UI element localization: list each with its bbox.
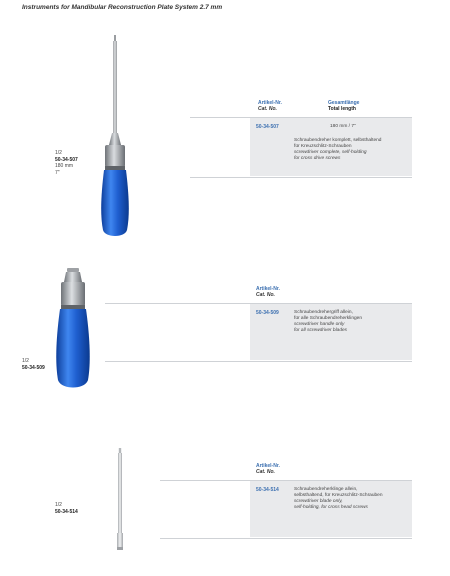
item-2-scale: 1/2 [22, 358, 29, 364]
item-3-desc-de-2: selbsthaltend, für Kreuzschlitz-Schrauben [294, 493, 383, 498]
item-3-bottom-line [160, 538, 412, 539]
item-3-scale: 1/2 [55, 502, 62, 508]
item-3-side-code: 50-34-514 [55, 508, 78, 515]
item-1-desc-en-2: for cross drive screws [294, 156, 341, 161]
item-1-side-length-mm: 180 mm [55, 163, 74, 169]
item-1-scale: 1/2 [55, 150, 62, 156]
article-header-de-3: Artikel-Nr. [256, 463, 280, 469]
article-header-de: Artikel-Nr. [258, 100, 282, 106]
item-2-description [294, 310, 412, 334]
item-2-article-header [256, 286, 280, 298]
item-2-code: 50-34-509 [256, 310, 279, 316]
item-3-code: 50-34-514 [256, 487, 279, 493]
item-3-desc-en-2: self-holding, for cross head screws [294, 505, 368, 510]
length-header-de: Gesamtlänge [328, 100, 360, 106]
item-3-desc-en-1: screwdriver blade only, [294, 499, 343, 504]
total-length-header [328, 100, 359, 112]
item-1-desc-de-2: für Kreuzschlitz-Schrauben [294, 144, 352, 149]
item-2-desc-en-2: for all screwdriver blades [294, 328, 348, 333]
item-2-desc-de-1: Schraubendrehergriff allein, [294, 310, 353, 315]
article-header-de-2: Artikel-Nr. [256, 286, 280, 292]
item-3-article-header [256, 463, 280, 475]
item-1-desc-en-1: screwdriver complete, self-holding [294, 150, 367, 155]
screwdriver-handle-image [50, 268, 96, 392]
item-2-desc-en-1: screwdriver handle only [294, 322, 345, 327]
article-header-en-3: Cat. No. [256, 469, 275, 475]
item-1-side-length-in: 7" [55, 169, 60, 176]
item-1-side-label [55, 150, 78, 176]
item-3-desc-de-1: Schraubendreherklinge allein, [294, 487, 358, 492]
item-2-side-code: 50-34-509 [22, 364, 45, 371]
item-2-bottom-line [105, 361, 412, 362]
item-1-code: 50-34-507 [256, 124, 279, 130]
item-1-article-header [258, 100, 282, 112]
item-2-desc-de-2: für alle Schraubendreherklingen [294, 316, 362, 321]
item-3-side-label [55, 502, 78, 515]
item-3-description [294, 487, 412, 511]
item-1-description [294, 138, 412, 162]
item-2-side-label [22, 358, 45, 371]
item-1-side-code: 50-34-507 [55, 156, 78, 163]
item-1-length: 180 mm / 7" [330, 124, 356, 129]
page-title: Instruments for Mandibular Reconstruction Plate System 2.7 mm [22, 4, 223, 11]
screwdriver-complete-image [95, 35, 135, 240]
article-header-en: Cat. No. [258, 106, 277, 112]
screwdriver-blade-image [113, 448, 127, 552]
article-header-en-2: Cat. No. [256, 292, 275, 298]
item-1-bottom-line [190, 177, 412, 178]
length-header-en: Total length [328, 106, 356, 112]
item-1-desc-de-1: Schraubendreher komplett, selbsthaltend [294, 138, 382, 143]
